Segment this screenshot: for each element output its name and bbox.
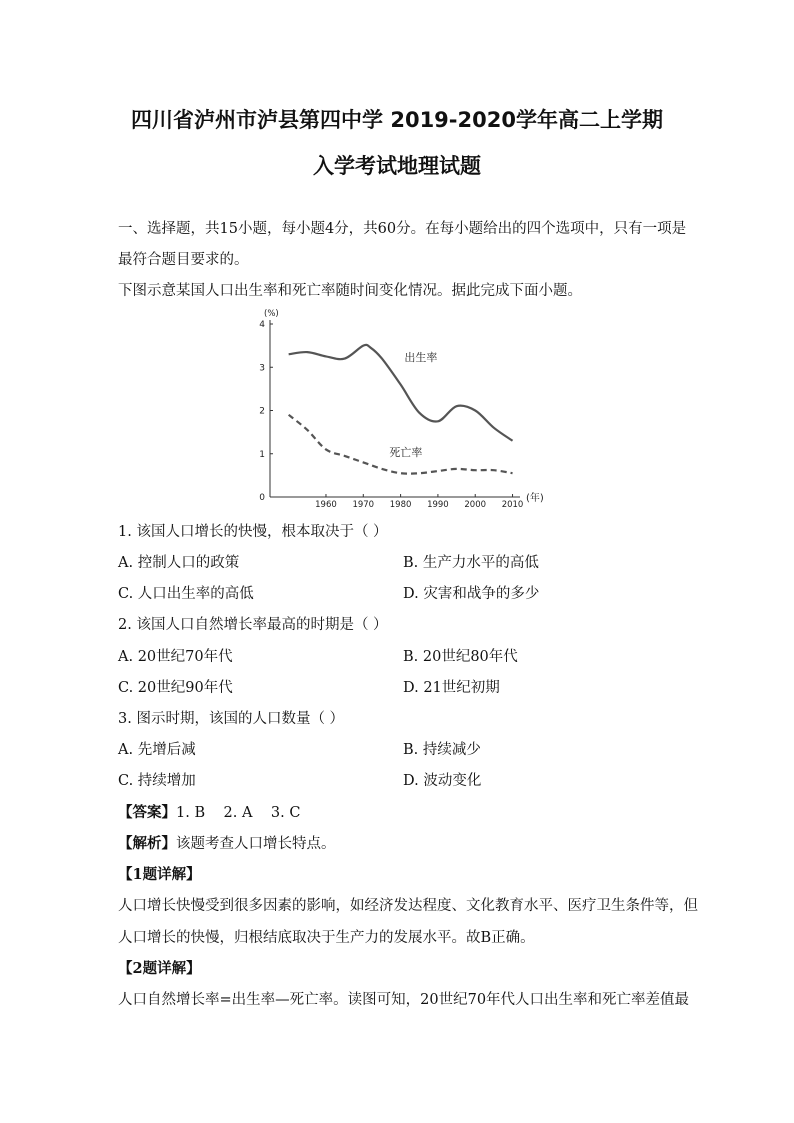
q3-option-b: B. 持续减少 (403, 742, 481, 758)
x-unit-label: (年) (526, 493, 544, 504)
doc-title-line2: 入学考试地理试题 (313, 154, 481, 178)
y-tick-label: 2 (259, 406, 265, 417)
question-2-stem: 2. 该国人口自然增长率最高的时期是（ ） (118, 617, 388, 633)
detail-2-text: 人口自然增长率=出生率—死亡率。读图可知，20世纪70年代人口出生率和死亡率差值最 (118, 992, 690, 1008)
analysis-text: 该题考查人口增长特点。 (176, 836, 336, 852)
x-tick-label: 1970 (352, 500, 375, 507)
q3-option-c: C. 持续增加 (118, 773, 196, 789)
y-tick-label: 0 (259, 493, 265, 503)
population-rate-chart (250, 307, 550, 507)
question-3-stem: 3. 图示时期，该国的人口数量（ ） (118, 711, 345, 727)
answer-row (118, 801, 300, 822)
question-1-stem: 1. 该国人口增长的快慢，根本取决于（ ） (118, 524, 388, 540)
x-tick-label: 1980 (389, 500, 412, 507)
section-intro: 一、选择题，共15小题，每小题4分，共60分。在每小题给出的四个选项中，只有一项是 (118, 221, 687, 237)
q2-option-b: B. 20世纪80年代 (403, 649, 518, 665)
y-tick-label: 1 (259, 449, 265, 460)
y-tick-label: 3 (259, 363, 265, 374)
x-tick-label: 1990 (427, 500, 449, 507)
y-unit-label: (%) (264, 309, 279, 319)
death-rate-label: 死亡率 (389, 445, 423, 459)
section-intro-cont: 最符合题目要求的。 (118, 252, 249, 268)
q3-option-d: D. 波动变化 (403, 773, 482, 789)
detail-1-label: 【1题详解】 (118, 866, 201, 883)
q1-option-a: A. 控制人口的政策 (118, 555, 240, 571)
doc-title-line1: 四川省泸州市泸县第四中学 2019-2020学年高二上学期 (131, 108, 663, 132)
q2-option-a: A. 20世纪70年代 (118, 649, 233, 665)
analysis-row (118, 832, 336, 853)
answer-text: 1. B 2. A 3. C (176, 805, 301, 821)
q3-option-a: A. 先增后减 (118, 742, 196, 758)
detail-2-label: 【2题详解】 (118, 960, 201, 977)
q1-option-c: C. 人口出生率的高低 (118, 586, 254, 602)
x-tick-label: 1960 (315, 500, 337, 507)
x-tick-label: 2010 (501, 500, 524, 507)
x-tick-label: 2000 (464, 500, 487, 507)
q1-option-d: D. 灾害和战争的多少 (403, 586, 540, 602)
q2-option-c: C. 20世纪90年代 (118, 680, 233, 696)
detail-1-text-cont: 人口增长的快慢，归根结底取决于生产力的发展水平。故B正确。 (118, 930, 535, 946)
answer-label: 【答案】 (118, 804, 176, 821)
y-tick-label: 4 (259, 320, 265, 330)
q2-option-d: D. 21世纪初期 (403, 680, 500, 696)
death-rate-line (289, 415, 513, 474)
q1-option-b: B. 生产力水平的高低 (403, 555, 539, 571)
analysis-label: 【解析】 (118, 835, 176, 852)
detail-1-text: 人口增长快慢受到很多因素的影响，如经济发达程度、文化教育水平、医疗卫生条件等，但 (118, 898, 698, 914)
figure-intro: 下图示意某国人口出生率和死亡率随时间变化情况。据此完成下面小题。 (118, 283, 582, 299)
birth-rate-label: 出生率 (404, 350, 438, 364)
birth-rate-line (289, 345, 513, 441)
